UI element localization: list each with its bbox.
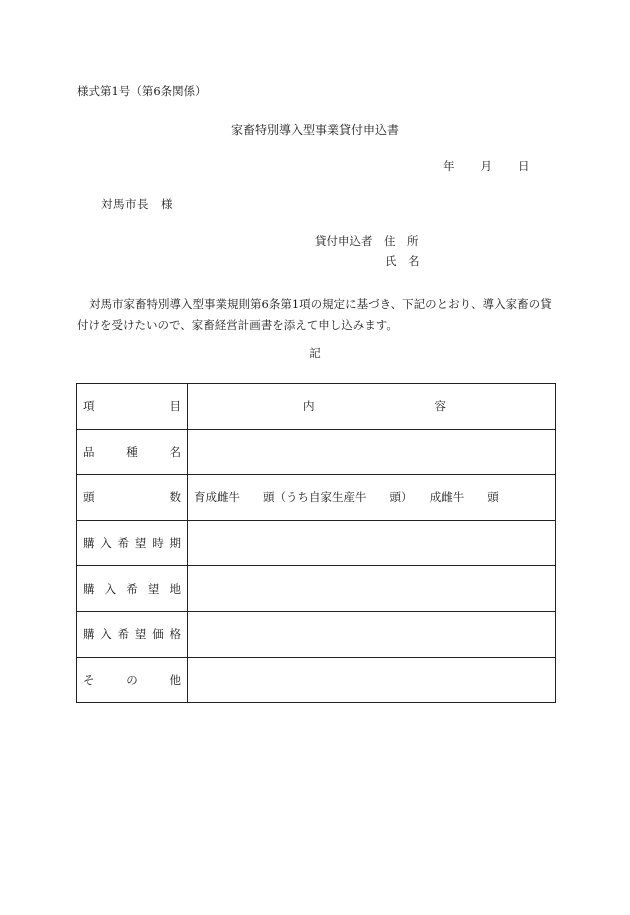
table-row-breed	[77, 429, 556, 475]
label-char: 他	[169, 672, 181, 687]
label-char: 入	[100, 627, 112, 642]
label-char: 種	[126, 444, 138, 459]
table-row-purchase-price	[77, 611, 556, 657]
label-char: 入	[104, 581, 117, 596]
row-content[interactable]	[188, 566, 556, 612]
header-item-char: 目	[169, 399, 181, 414]
header-content-char: 内	[303, 399, 315, 414]
table-row-purchase-period	[77, 520, 556, 566]
date-year: 年	[443, 159, 455, 173]
ki-heading: 記	[309, 346, 321, 360]
label-char: そ	[83, 672, 95, 687]
date-day: 日	[518, 159, 530, 173]
label-char: 品	[83, 444, 95, 459]
row-label	[77, 611, 188, 657]
label-char: 価	[152, 627, 164, 642]
label-char: 期	[169, 536, 181, 551]
header-item-cell	[77, 384, 188, 430]
row-content[interactable]	[188, 520, 556, 566]
addressee: 対馬市長 様	[101, 197, 173, 211]
row-content[interactable]	[188, 611, 556, 657]
row-content[interactable]	[188, 657, 556, 703]
label-char: 名	[169, 444, 181, 459]
row-label	[77, 657, 188, 703]
header-content-char: 容	[434, 399, 446, 414]
applicant-name-line: 氏 名	[385, 254, 420, 268]
row-label	[77, 520, 188, 566]
label-char: 頭	[83, 490, 95, 505]
table-row-other	[77, 657, 556, 703]
application-table	[76, 383, 556, 703]
label-char: 望	[134, 536, 147, 551]
row-label	[77, 566, 188, 612]
table-row-head-count	[77, 475, 556, 521]
label-char: 購	[83, 581, 95, 596]
label-char: 希	[117, 536, 130, 551]
label-char: 数	[169, 490, 181, 505]
document-title: 家畜特別導入型事業貸付申込書	[230, 123, 399, 137]
label-char: 希	[117, 627, 130, 642]
applicant-address-line	[315, 236, 419, 248]
table-row-purchase-place	[77, 566, 556, 612]
date-month: 月	[480, 159, 492, 173]
label-char: 望	[134, 627, 147, 642]
application-body-text: 対馬市家畜特別導入型事業規則第6条第1項の規定に基づき、下記のとおり、導入家畜の貸付けを受けたいので、家畜経営計画書を添えて申し込みます。	[77, 297, 552, 332]
label-char: 希	[126, 581, 138, 596]
label-char: 購	[83, 536, 95, 551]
row-label	[77, 429, 188, 475]
label-char: の	[126, 672, 138, 687]
applicant-label: 貸付申込者	[315, 234, 373, 248]
header-item-char: 項	[83, 399, 95, 414]
label-char: 入	[100, 536, 112, 551]
table-header-row	[77, 384, 556, 430]
label-char: 地	[169, 581, 181, 596]
label-char: 購	[83, 627, 95, 642]
label-char: 格	[169, 627, 181, 642]
row-label	[77, 475, 188, 521]
form-number: 様式第1号（第6条関係）	[77, 84, 207, 98]
row-content[interactable]	[188, 429, 556, 475]
address-label: 住 所	[384, 234, 419, 248]
label-char: 時	[152, 536, 164, 551]
row-content[interactable]: 育成雌牛 頭（うち自家生産牛 頭） 成雌牛 頭	[188, 475, 556, 521]
label-char: 望	[147, 581, 160, 596]
header-content-cell	[188, 384, 556, 430]
date-line	[443, 161, 530, 173]
